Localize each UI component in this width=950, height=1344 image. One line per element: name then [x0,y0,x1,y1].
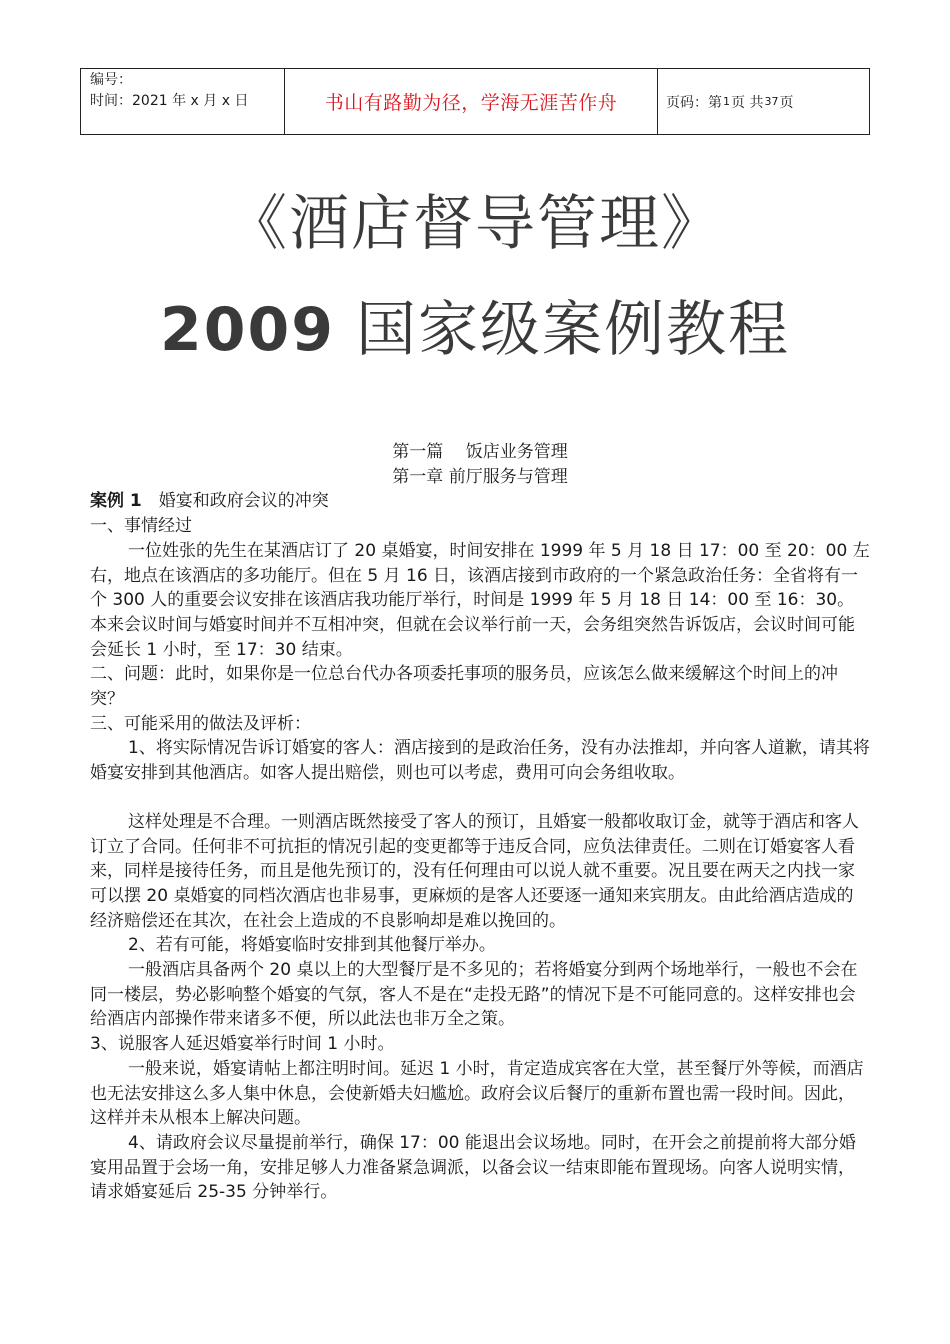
comment-3: 一般来说，婚宴请帖上都注明时间。延迟 1 小时，肯定造成宾客在大堂，甚至餐厅外等候，而酒店也无法安排这么多人集中休息，会使新婚夫妇尴尬。政府会议后餐厅的重新布置也需一段时间。因此，这样并未从根本上解决问题。 [90,1058,864,1129]
case-title: 婚宴和政府会议的冲突 [141,491,329,512]
case-heading [90,489,870,514]
chapter-heading: 第一章 前厅服务与管理 [392,466,568,487]
case-number: 案例 1 [90,491,142,512]
page-prefix: 页码：第 [666,94,722,111]
option-3: 3、说服客人延迟婚宴举行时间 1 小时。 [90,1034,395,1055]
header-table [80,68,870,135]
paragraph-events: 一位姓张的先生在某酒店订了 20 桌婚宴，时间安排在 1999 年 5 月 18 日 17：00 至 20：00 左右，地点在该酒店的多功能厅。但在 5 月 16 日，该酒店接到市政府的一个紧急政治任务：全省将有一个 300 人的重要会议安排在该酒店我功能厅举行，时间是 1999 年 5 月 18 日 14：00 至 16：30。本来会议时间与婚宴时间并不互相冲突，但就在会议举行前一天，会务组突然告诉饭店，会议时间可能会延长 1 小时，至 17：30 结束。 [90,540,870,660]
section-heading-1: 一、事情经过 [90,516,192,537]
comment-3-wrap [90,1057,870,1131]
document-title-line1: 《酒店督导管理》 [227,189,723,259]
option-2: 2、若有可能，将婚宴临时安排到其他餐厅举办。 [128,935,496,956]
page-middle: 页 共 [731,94,764,111]
header-info-cell [81,69,285,134]
title-rest: 国家级案例教程 [334,295,791,365]
header-motto: 书山有路勤为径，学海无涯苦作舟 [285,69,658,134]
part-heading: 第一篇 饭店业务管理 [392,442,568,462]
document-body [90,440,870,1205]
page-current: 1 [723,95,730,108]
header-page-number [658,69,869,134]
comment-1: 这样处理是不合理。一则酒店既然接受了客人的预订，且婚宴一般都收取订金，就等于酒店和客人订立了合同。任何非不可抗拒的情况引起的变更都等于违反合同，应负法律责任。二则在订婚宴客人看来，同样是接待任务，而且是他先预订的，没有任何理由可以说人就不重要。况且要在两天之内找一家可以摆 20 桌婚宴的同档次酒店也非易事，更麻烦的是客人还要逐一通知来宾朋友。由此给酒店造成的经济赔偿还在其次，在社会上造成的不良影响却是难以挽回的。 [90,811,859,931]
serial-label: 编号： [90,72,132,88]
comment-2: 一般酒店具备两个 20 桌以上的大型餐厅是不多见的；若将婚宴分到两个场地举行，一般也不会在同一楼层，势必影响整个婚宴的气氛，客人不是在“走投无路”的情况下是不可能同意的。这样安排也会给酒店内部操作带来诸多不便，所以此法也非万全之策。 [90,960,858,1030]
date-label: 时间：2021 年 x 月 x 日 [90,93,249,109]
option-4: 4、请政府会议尽量提前举行，确保 17：00 能退出会议场地。同时，在开会之前提前将大部分婚宴用品置于会场一角，安排足够人力准备紧急调派，以备会议一结束即能布置现场。向客人说明实情，请求婚宴延后 25-35 分钟举行。 [90,1132,856,1203]
page-suffix: 页 [779,94,794,111]
document-title-line2 [0,282,950,368]
section-heading-2: 二、问题：此时，如果你是一位总台代办各项委托事项的服务员，应该怎么做来缓解这个时间上的冲突？ [90,664,838,710]
page-total: 37 [764,95,779,108]
section-heading-3: 三、可能采用的做法及评析： [90,713,311,734]
title-year: 2009 [159,295,335,365]
blank-line [90,786,870,810]
option-1: 1、将实际情况告诉订婚宴的客人：酒店接到的是政治任务，没有办法推却，并向客人道歉，请其将婚宴安排到其他酒店。如客人提出赔偿，则也可以考虑，费用可向会务组收取。 [90,738,870,784]
